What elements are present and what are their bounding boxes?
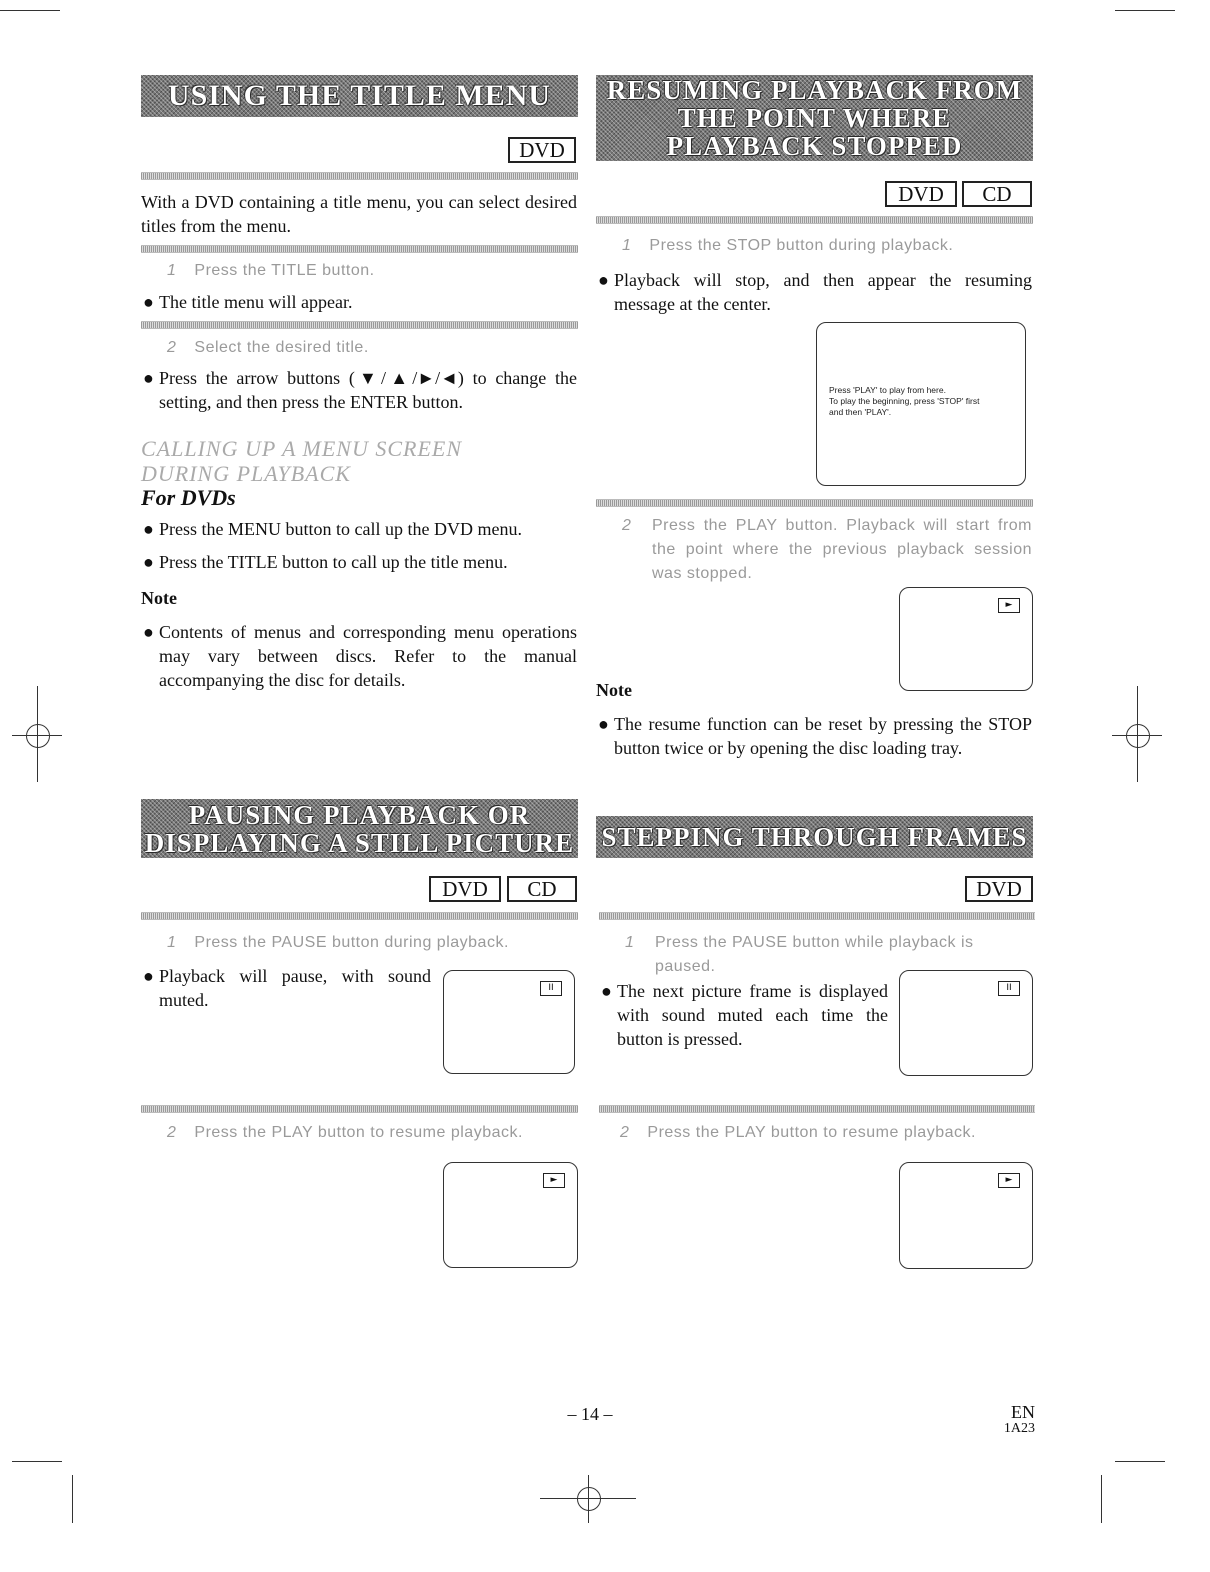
play-icon: ► (998, 1173, 1020, 1188)
tv-screen-pause (899, 970, 1033, 1076)
crop-mark (72, 1475, 73, 1523)
disc-tag-dvd: DVD (429, 876, 501, 902)
bullet-icon: ● (143, 552, 154, 572)
bullet-icon: ● (598, 270, 609, 290)
language-code: EN (1011, 1402, 1035, 1422)
registration-circle (26, 724, 50, 748)
bullet-item: ● Playback will pause, with sound muted. (143, 966, 431, 1010)
registration-circle (577, 1487, 601, 1511)
disc-tag-dvd: DVD (885, 181, 957, 207)
bullet-icon: ● (143, 292, 154, 312)
crop-mark (0, 10, 60, 11)
bullet-item: ● Press the TITLE button to call up the title menu. (143, 552, 508, 572)
divider (141, 321, 578, 329)
bullet-item: ● Press the MENU button to call up the DVD menu. (143, 519, 522, 539)
crop-mark (1115, 10, 1175, 11)
divider (596, 499, 1033, 507)
bullet-icon: ● (143, 966, 154, 986)
step-1: 1 Press the TITLE button. (167, 262, 375, 279)
screen-message: To play the beginning, press 'STOP' first (829, 396, 980, 406)
tv-screen-play (899, 587, 1033, 691)
section-banner-stepping: STEPPING THROUGH FRAMES (596, 816, 1033, 858)
step-2: 2 Select the desired title. (167, 339, 369, 356)
divider (596, 216, 1033, 224)
disc-tag-cd: CD (507, 876, 577, 902)
tv-screen-resume-message (816, 322, 1026, 486)
model-code: 1A23 (1003, 1421, 1035, 1436)
section-banner-pause: PAUSING PLAYBACK OR DISPLAYING A STILL PICTURE (141, 799, 578, 858)
tv-screen-pause (443, 970, 575, 1074)
divider (141, 1105, 578, 1113)
disc-tag-cd: CD (962, 181, 1032, 207)
divider (141, 245, 578, 253)
bullet-item: ● The next picture frame is displayed with sound muted each time the button is pressed. (601, 981, 888, 1049)
crop-mark (12, 1461, 62, 1462)
step-2: 2 Press the PLAY button to resume playback. (620, 1124, 976, 1141)
step-1: 1 Press the STOP button during playback. (622, 237, 954, 254)
bullet-icon: ● (143, 519, 154, 539)
note-text: ● The resume function can be reset by pressing the STOP button twice or by opening the disc loading tray. (598, 714, 1032, 758)
step-1: 1 Press the PAUSE button while playback is paused. (625, 934, 974, 975)
tv-screen-play (443, 1162, 578, 1268)
crop-mark (1101, 1475, 1102, 1523)
disc-tag-dvd: DVD (508, 137, 576, 163)
section-banner-title-menu: USING THE TITLE MENU (141, 75, 578, 117)
sub-heading: CALLING UP A MENU SCREEN (141, 436, 463, 461)
page-number: – 14 – (567, 1404, 613, 1424)
bullet-icon: ● (143, 368, 154, 388)
note-text: ● Contents of menus and corresponding menu operations may vary between discs. Refer to the manual accompanying the disc for details. (143, 622, 577, 690)
sub-heading-for-dvds: For DVDs (141, 485, 236, 510)
bullet-item: ● The title menu will appear. (143, 292, 353, 312)
note-heading: Note (596, 680, 632, 700)
registration-circle (1126, 724, 1150, 748)
bullet-item: ● Playback will stop, and then appear the resuming message at the center. (598, 270, 1032, 314)
bullet-icon: ● (143, 622, 154, 642)
bullet-item: ● Press the arrow buttons (▼/▲/►/◄) to change the setting, and then press the ENTER button. (143, 368, 577, 412)
section-banner-resume: RESUMING PLAYBACK FROM THE POINT WHERE PLAYBACK STOPPED (596, 75, 1033, 161)
divider (141, 172, 578, 180)
tv-screen-play (899, 1162, 1033, 1269)
note-heading: Note (141, 588, 177, 608)
bullet-icon: ● (598, 714, 609, 734)
bullet-icon: ● (601, 981, 612, 1001)
intro-text: With a DVD containing a title menu, you can select desired titles from the menu. (141, 192, 577, 236)
sub-heading: DURING PLAYBACK (141, 461, 351, 486)
divider (599, 912, 1035, 920)
screen-message: and then 'PLAY'. (829, 407, 892, 417)
pause-icon: II (540, 981, 562, 996)
divider (599, 1105, 1035, 1113)
screen-message: Press 'PLAY' to play from here. (829, 385, 946, 395)
pause-icon: II (998, 981, 1020, 996)
step-2: 2 Press the PLAY button. Playback will start from the point where the previous playback session was stopped. (622, 517, 1032, 582)
play-icon: ► (998, 598, 1020, 613)
step-2: 2 Press the PLAY button to resume playback. (167, 1124, 523, 1141)
disc-tag-dvd: DVD (965, 876, 1033, 902)
crop-mark (1115, 1461, 1165, 1462)
play-icon: ► (543, 1173, 565, 1188)
divider (141, 912, 578, 920)
step-1: 1 Press the PAUSE button during playback. (167, 934, 509, 951)
